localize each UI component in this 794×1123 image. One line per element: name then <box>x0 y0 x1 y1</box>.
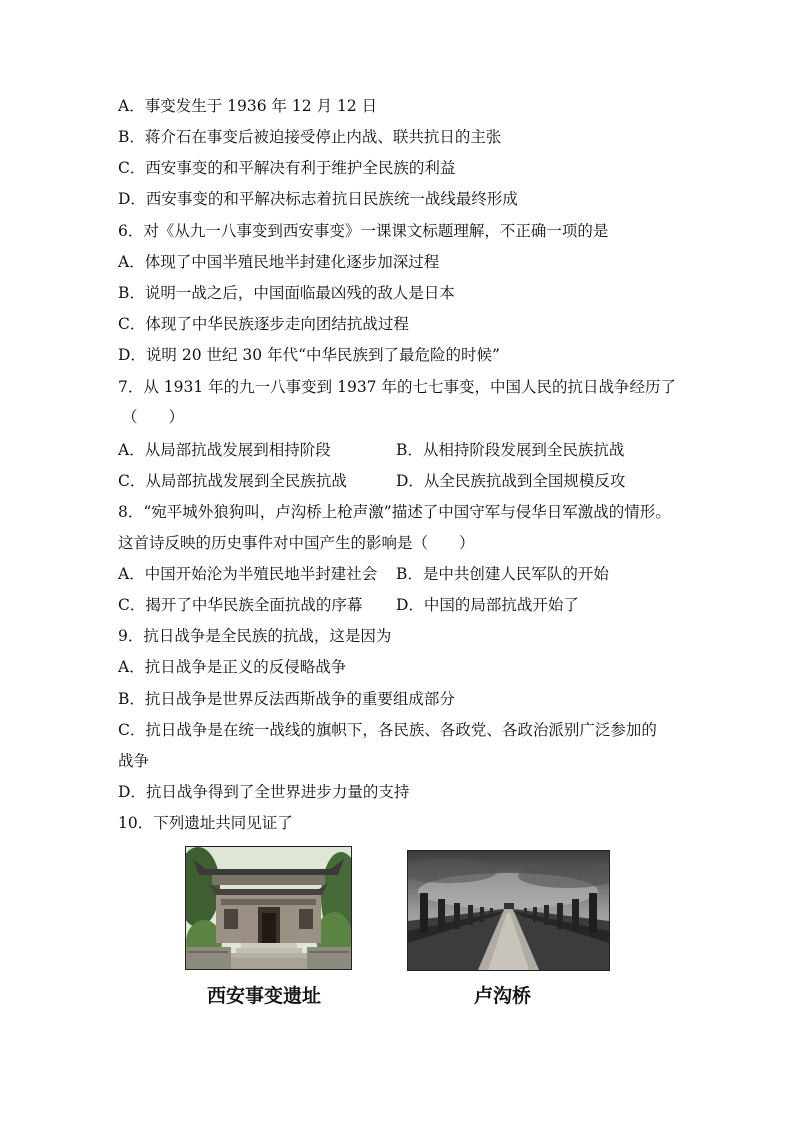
q8-stem-line2: 这首诗反映的历史事件对中国产生的影响是（ ） <box>118 534 475 552</box>
q9-option-d: D．抗日战争得到了全世界进步力量的支持 <box>118 783 410 801</box>
q7-option-c: C．从局部抗战发展到全民族抗战 <box>118 472 347 490</box>
q7-stem: 7．从 1931 年的九一八事变到 1937 年的七七事变，中国人民的抗日战争经历了 <box>118 378 676 396</box>
q6-stem: 6．对《从九一八事变到西安事变》一课课文标题理解，不正确一项的是 <box>118 222 609 240</box>
q8-stem-line1: 8．“宛平城外狼狗叫，卢沟桥上枪声激”描述了中国守军与侵华日军激战的情形。 <box>118 503 671 521</box>
q8-option-d: D．中国的局部抗战开始了 <box>396 596 579 614</box>
q9-option-a: A．抗日战争是正义的反侵略战争 <box>118 658 347 676</box>
q6-option-a: A．体现了中国半殖民地半封建化逐步加深过程 <box>118 253 440 271</box>
q10-stem: 10．下列遗址共同见证了 <box>118 814 293 832</box>
q5-option-a: A．事变发生于 1936 年 12 月 12 日 <box>118 97 378 115</box>
q8-option-c: C．揭开了中华民族全面抗战的序幕 <box>118 596 363 614</box>
q9-stem: 9．抗日战争是全民族的抗战，这是因为 <box>118 627 392 645</box>
q9-option-c-cont: 战争 <box>118 752 150 770</box>
xian-incident-site-photo <box>185 846 352 970</box>
caption-xian-incident-site: 西安事变遗址 <box>207 985 322 1007</box>
q6-option-b: B．说明一战之后，中国面临最凶残的敌人是日本 <box>118 284 455 302</box>
q9-option-b: B．抗日战争是世界反法西斯战争的重要组成部分 <box>118 690 455 708</box>
q5-option-c: C．西安事变的和平解决有利于维护全民族的利益 <box>118 159 456 177</box>
q7-option-b: B．从相持阶段发展到全民族抗战 <box>396 441 625 459</box>
q6-option-c: C．体现了中华民族逐步走向团结抗战过程 <box>118 315 409 333</box>
q7-option-d: D．从全民族抗战到全国规模反攻 <box>396 472 626 490</box>
q5-option-b: B．蒋介石在事变后被迫接受停止内战、联共抗日的主张 <box>118 128 502 146</box>
caption-lugou-bridge: 卢沟桥 <box>474 985 532 1007</box>
q9-option-c: C．抗日战争是在统一战线的旗帜下，各民族、各政党、各政治派别广泛参加的 <box>118 721 657 739</box>
q8-option-a: A．中国开始沦为半殖民地半封建社会 <box>118 565 378 583</box>
q6-option-d: D．说明 20 世纪 30 年代“中华民族到了最危险的时候” <box>118 346 500 364</box>
q7-option-a: A．从局部抗战发展到相持阶段 <box>118 441 331 459</box>
q5-option-d: D．西安事变的和平解决标志着抗日民族统一战线最终形成 <box>118 190 518 208</box>
lugou-bridge-photo <box>407 850 610 971</box>
q8-option-b: B．是中共创建人民军队的开始 <box>396 565 609 583</box>
q7-answer-blank: （ ） <box>122 408 185 426</box>
